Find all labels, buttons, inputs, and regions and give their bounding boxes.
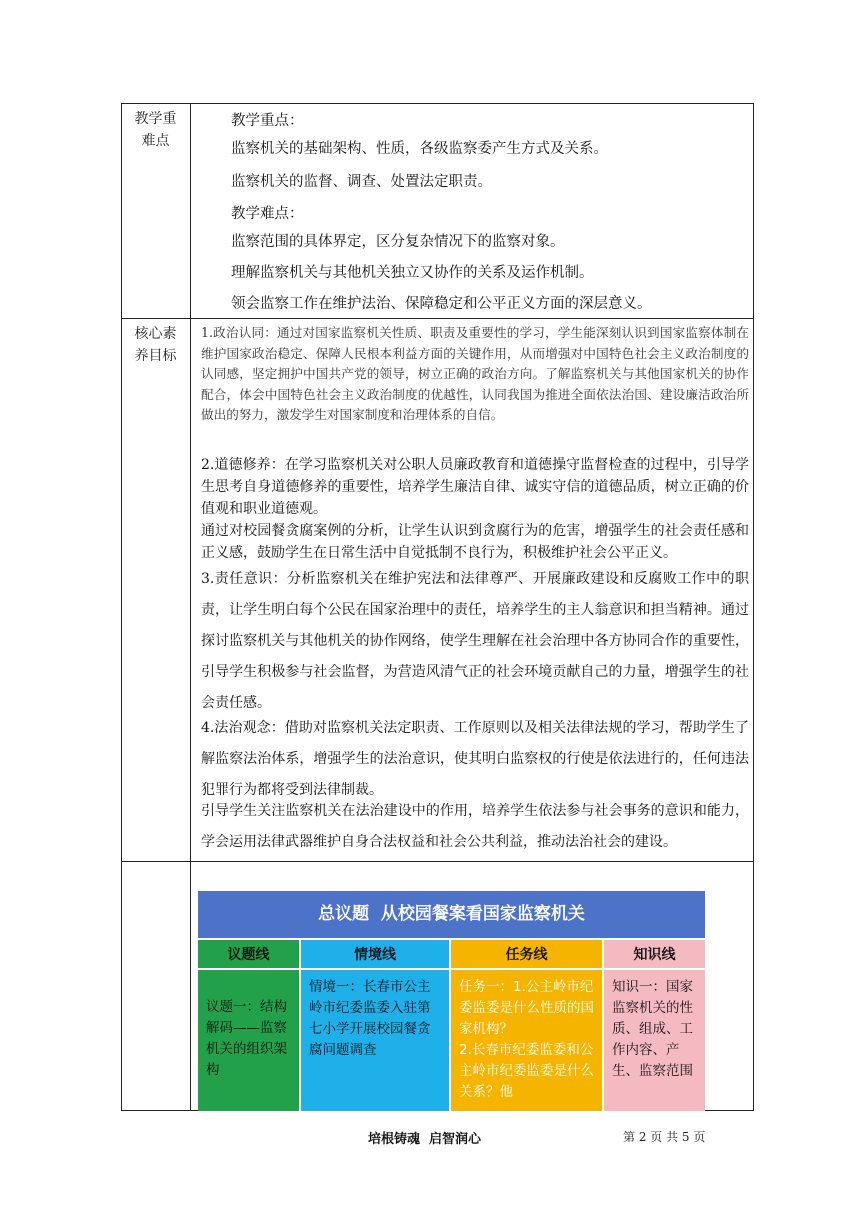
core-paragraph-law-guide: 引导学生关注监察机关在法治建设中的作用，培养学生依法参与社会事务的意识和能力，学会运用法律武器维护自身合法权益和社会公共利益，推动法治社会的建设。 bbox=[201, 803, 749, 850]
row-divider-1 bbox=[121, 318, 754, 319]
footer-motto: 培根铸魂 启智润心 bbox=[368, 1132, 482, 1147]
issue-column-head: 议题线 bbox=[198, 940, 299, 970]
task-column bbox=[449, 938, 602, 1111]
row-label-focus bbox=[121, 108, 190, 152]
scenario-column-body: 情境一：长春市公主岭市纪委监委入驻第七小学开展校园餐贪腐问题调查 bbox=[309, 979, 431, 1058]
page-number: 第 2 页 共 5 页 bbox=[623, 1130, 706, 1144]
core-paragraph-law: 4.法治观念：借助对监察机关法定职责、工作原则以及相关法律法规的学习，帮助学生了解监察法治体系，增强学生的法治意识，使其明白监察权的行使是依法进行的，任何违法犯罪行为都将受到法律制裁。 bbox=[201, 720, 749, 798]
core-paragraph-case: 通过对校园餐贪腐案例的分析，让学生认识到贪腐行为的危害，增强学生的社会责任感和正义感，鼓励学生在日常生活中自觉抵制不良行为，积极维护社会公平正义。 bbox=[201, 523, 749, 561]
issue-table-title: 总议题 从校园餐案看国家监察机关 bbox=[198, 891, 705, 938]
focus-line: 理解监察机关与其他机关独立又协作的关系及运作机制。 bbox=[231, 265, 594, 281]
table-column-divider bbox=[190, 103, 191, 1111]
core-paragraph-responsibility: 3.责任意识：分析监察机关在维护宪法和法律尊严、开展廉政建设和反腐败工作中的职责，让学生明白每个公民在国家治理中的责任，培养学生的主人翁意识和担当精神。通过探讨监察机关与其他机关的协作网络，使学生理解在社会治理中各方协同合作的重要性，引导学生积极参与社会监督，为营造风清气正的社会环境贡献自己的力量，增强学生的社会责任感。 bbox=[201, 571, 749, 711]
task-column-body: 任务一：1.公主岭市纪委监委是什么性质的国家机构？ 2.长春市纪委监委和公主岭市纪委监委是什么关系？他 bbox=[459, 979, 594, 1100]
core-paragraph-moral: 2.道德修养：在学习监察机关对公职人员廉政教育和道德操守监督检查的过程中，引导学生思考自身道德修养的重要性，培养学生廉洁自律、诚实守信的道德品质，树立正确的价值观和职业道德观。 bbox=[201, 457, 749, 517]
issue-column-body: 议题一：结构解码——监察机关的组织架构 bbox=[206, 999, 287, 1078]
knowledge-column bbox=[602, 938, 705, 1111]
row-label-core-text: 核心素 养目标 bbox=[134, 326, 177, 364]
row-label-focus-text: 教学重 难点 bbox=[134, 111, 177, 149]
focus-line: 教学重点： bbox=[231, 113, 304, 129]
focus-line: 监察机关的监督、调查、处置法定职责。 bbox=[231, 174, 492, 190]
issue-column bbox=[198, 938, 299, 1111]
focus-line: 监察机关的基础架构、性质，各级监察委产生方式及关系。 bbox=[231, 141, 608, 157]
scenario-column bbox=[299, 938, 449, 1111]
knowledge-column-body: 知识一：国家监察机关的性质、组成、工作内容、产生、监察范围 bbox=[612, 979, 693, 1079]
scenario-column-head: 情境线 bbox=[301, 940, 449, 970]
focus-line: 教学难点： bbox=[231, 206, 304, 222]
issue-structure-table bbox=[198, 891, 705, 1111]
focus-line: 监察范围的具体界定，区分复杂情况下的监察对象。 bbox=[231, 234, 565, 250]
row-label-core bbox=[121, 323, 190, 367]
core-paragraph-political: 1.政治认同：通过对国家监察机关性质、职责及重要性的学习，学生能深刻认识到国家监察体制在维护国家政治稳定、保障人民根本利益方面的关键作用，从而增强对中国特色社会主义政治制度的认同感，坚定拥护中国共产党的领导，树立正确的政治方向。了解监察机关与其他国家机关的协作配合，体会中国特色社会主义政治制度的优越性，认同我国为推进全面依法治国、建设廉洁政治所做出的努力，激发学生对国家制度和治理体系的自信。 bbox=[201, 325, 749, 423]
knowledge-column-head: 知识线 bbox=[604, 940, 705, 970]
task-column-head: 任务线 bbox=[451, 940, 602, 970]
focus-line: 领会监察工作在维护法治、保障稳定和公平正义方面的深层意义。 bbox=[231, 296, 652, 312]
row-divider-2 bbox=[121, 861, 754, 862]
